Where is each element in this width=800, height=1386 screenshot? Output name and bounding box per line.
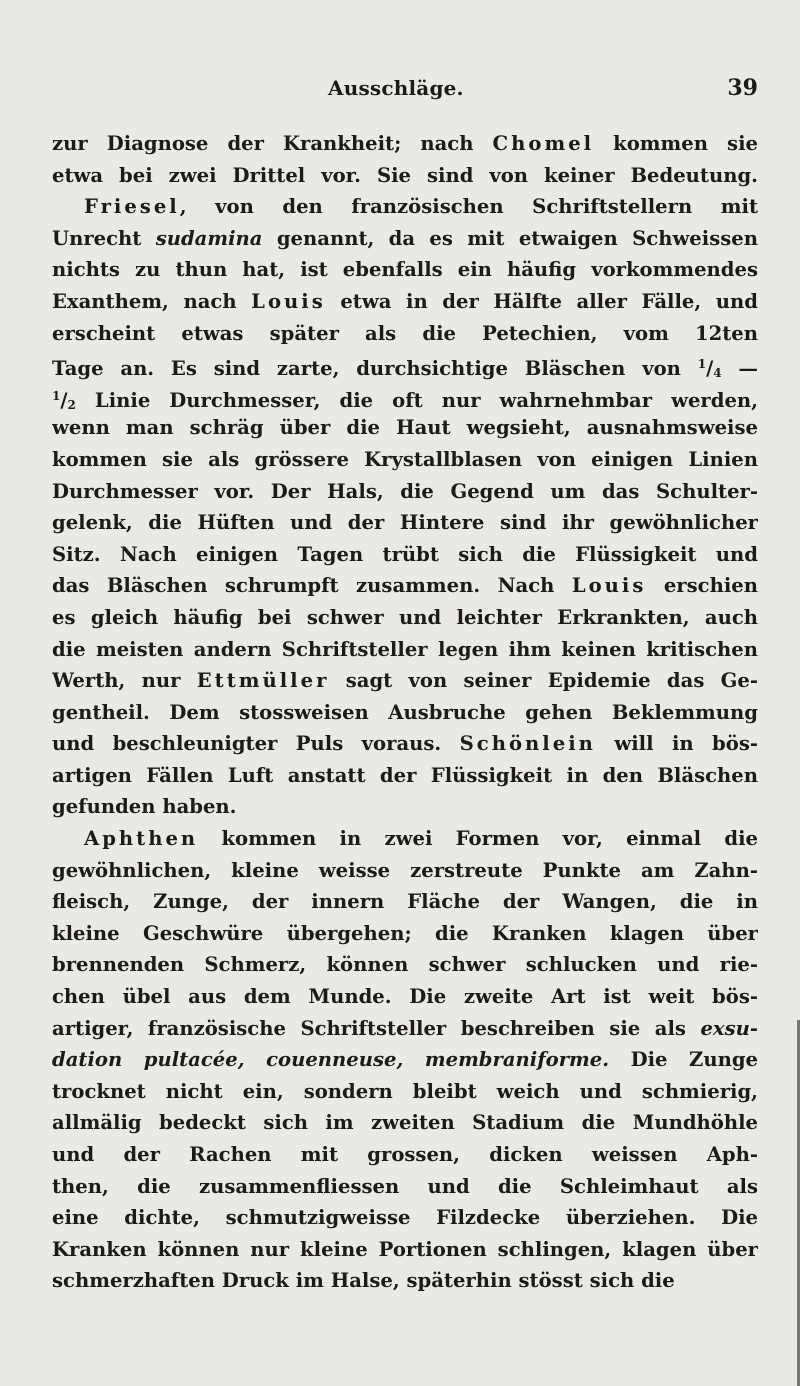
spaced-name: Louis: [251, 289, 326, 313]
italic-term: dation pultacée, couenneuse, membraniforme.: [52, 1048, 610, 1072]
text-line: gewöhnlichen, kleine weisse zerstreute Punkte am Zahn-: [52, 858, 758, 882]
text-line: Friesel, von den französischen Schriftstellern mit: [84, 195, 758, 219]
spaced-name: Schönlein: [459, 732, 596, 756]
page-number: 39: [727, 75, 758, 101]
italic-term: exsu-: [700, 1016, 758, 1040]
text-line: then, die zusammenfliessen und die Schleimhaut als: [52, 1174, 758, 1198]
fraction: $^1$/2: [52, 388, 76, 412]
text-line: gefunden haben.: [52, 795, 237, 819]
spaced-name: Chomel: [492, 132, 595, 155]
text-line: brennenden Schmerz, können schwer schlucken und rie-: [52, 953, 758, 977]
text-line: Tage an. Es sind zarte, durchsichtige Bläschen von $^1$/4 —: [52, 357, 758, 381]
text-line: Exanthem, nach Louis etwa in der Hälfte aller Fälle, und: [52, 289, 758, 313]
text-line: artigen Fällen Luft anstatt der Flüssigkeit in den Bläschen: [52, 763, 758, 787]
text-line: es gleich häufig bei schwer und leichter Erkrankten, auch: [52, 605, 758, 629]
text-line: Durchmesser vor. Der Hals, die Gegend um das Schulter-: [52, 479, 758, 503]
text-line: Kranken können nur kleine Portionen schlingen, klagen über: [52, 1237, 758, 1261]
text-line: die meisten andern Schriftsteller legen ihm keinen kritischen: [52, 637, 758, 661]
text-line: kommen sie als grössere Krystallblasen von einigen Linien: [52, 447, 758, 471]
text-line: und beschleunigter Puls voraus. Schönlein will in bös-: [52, 732, 758, 756]
page-header: [0, 76, 800, 106]
text-line: etwa bei zwei Drittel vor. Sie sind von keiner Bedeutung.: [52, 163, 758, 187]
spaced-name: Friesel: [84, 195, 180, 219]
text-line: dation pultacée, couenneuse, membraniforme. Die Zunge: [52, 1048, 758, 1072]
text-line: Unrecht sudamina genannt, da es mit etwaigen Schweissen: [52, 226, 758, 250]
text-line: das Bläschen schrumpft zusammen. Nach Louis erschien: [52, 574, 758, 598]
text-line: allmälig bedeckt sich im zweiten Stadium die Mundhöhle: [52, 1111, 758, 1135]
text-line: erscheint etwas später als die Petechien, vom 12ten: [52, 321, 758, 345]
body-text: [52, 128, 758, 1297]
spaced-name: Louis: [571, 574, 647, 598]
text-line: Sitz. Nach einigen Tagen trübt sich die Flüssigkeit und: [52, 542, 758, 566]
fraction: $^1$/4: [697, 357, 722, 381]
text-line: wenn man schräg über die Haut wegsieht, ausnahmsweise: [52, 416, 758, 440]
text-line: fleisch, Zunge, der innern Fläche der Wangen, die in: [52, 890, 758, 914]
text-line: und der Rachen mit grossen, dicken weissen Aph-: [52, 1143, 758, 1166]
text-line: artiger, französische Schriftsteller beschreiben sie als exsu-: [52, 1016, 758, 1040]
text-line: Aphthen kommen in zwei Formen vor, einmal die: [84, 827, 758, 851]
spaced-name: Aphthen: [84, 827, 199, 851]
spaced-name: Ettmüller: [196, 669, 330, 693]
text-line: nichts zu thun hat, ist ebenfalls ein häufig vorkommendes: [52, 258, 758, 282]
text-line: $^1$/2 Linie Durchmesser, die oft nur wahrnehmbar werden,: [52, 388, 758, 412]
text-line: chen übel aus dem Munde. Die zweite Art ist weit bös-: [52, 985, 758, 1009]
text-line: zur Diagnose der Krankheit; nach Chomel kommen sie: [52, 132, 758, 155]
italic-term: sudamina: [155, 226, 263, 250]
text-line: trocknet nicht ein, sondern bleibt weich und schmierig,: [52, 1079, 758, 1103]
text-line: gelenk, die Hüften und der Hintere sind ihr gewöhnlicher: [52, 511, 758, 535]
text-line: gentheil. Dem stossweisen Ausbruche gehen Beklemmung: [52, 700, 758, 724]
text-line: eine dichte, schmutzigweisse Filzdecke überziehen. Die: [52, 1206, 758, 1230]
text-line: schmerzhaften Druck im Halse, späterhin stösst sich die: [52, 1269, 675, 1293]
running-title: Ausschläge.: [328, 76, 464, 100]
text-line: Werth, nur Ettmüller sagt von seiner Epidemie das Ge-: [52, 669, 758, 693]
text-line: kleine Geschwüre übergehen; die Kranken klagen über: [52, 921, 758, 945]
